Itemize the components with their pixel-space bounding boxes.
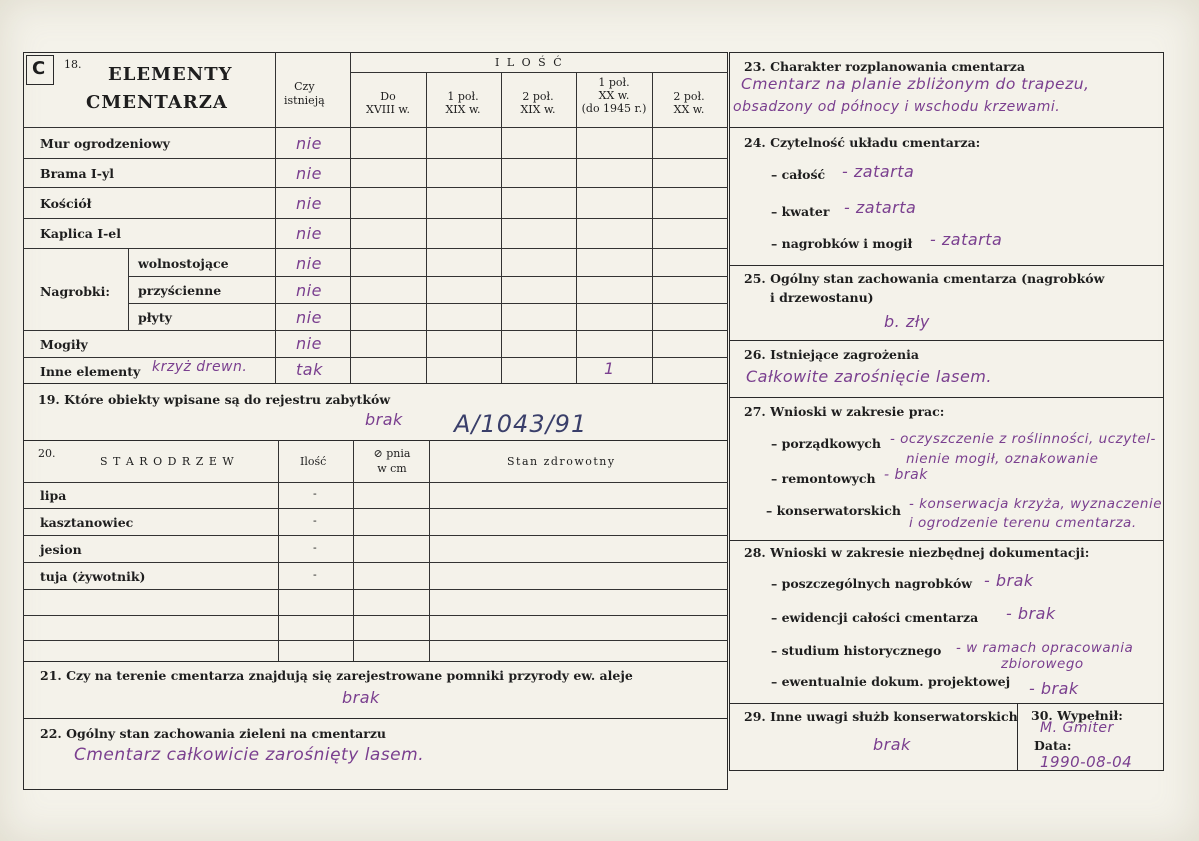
sec27-item-value: - konserwacja krzyża, wyznaczenie [909, 496, 1162, 512]
sec28-item-value: - brak [1029, 679, 1079, 698]
col-period-4: 1 poł. XX w. (do 1945 r.) [581, 76, 647, 115]
czy-mur: nie [296, 134, 322, 153]
section-28-label: 28. Wnioski w zakresie niezbędnej dokumentacji: [744, 545, 1090, 560]
sec27-item-value: - oczyszczenie z roślinności, uczytel- [890, 431, 1156, 447]
section-20-ilosc: Ilość [300, 455, 327, 468]
tree-count: - [313, 541, 317, 554]
sec27-item-value: i ogrodzenie terenu cmentarza. [909, 515, 1137, 531]
section-18-number: 18. [64, 58, 82, 71]
czy-kosciol: nie [296, 194, 322, 213]
tree-name: tuja (żywotnik) [40, 569, 146, 584]
sec27-item-label: – remontowych [771, 471, 876, 486]
sec24-item-label: – nagrobków i mogił [771, 236, 913, 251]
tree-count: - [313, 487, 317, 500]
row-label-wolnostojace: wolnostojące [138, 256, 229, 271]
czy-wolnostojace: nie [296, 254, 322, 273]
section-23-value-2: obsadzony od północy i wschodu krzewami. [733, 99, 1061, 115]
row-label-plyty: płyty [138, 310, 172, 325]
sec27-item-label: – porządkowych [771, 436, 881, 451]
sec28-extra: zbiorowego [1001, 656, 1084, 672]
col-period-2: 1 poł. XIX w. [445, 90, 481, 116]
section-19-register: A/1043/91 [454, 410, 588, 438]
section-18-title-1: ELEMENTY [108, 64, 233, 85]
section-29-label: 29. Inne uwagi służb konserwatorskich [744, 709, 1018, 724]
section-21-label: 21. Czy na terenie cmentarza znajdują się zarejestrowane pomniki przyrody ew. aleje [40, 668, 633, 683]
tree-name: jesion [40, 542, 82, 557]
sec28-item-value: - brak [984, 571, 1034, 590]
section-23-value-1: Cmentarz na planie zbliżonym do trapezu, [741, 75, 1090, 93]
section-23-label: 23. Charakter rozplanowania cmentarza [744, 59, 1025, 74]
tree-count: - [313, 568, 317, 581]
date-label: Data: [1034, 738, 1072, 753]
sec24-item-label: – całość [771, 167, 826, 182]
row-label-mur: Mur ogrodzeniowy [40, 136, 170, 151]
section-26-label: 26. Istniejące zagrożenia [744, 347, 919, 362]
czy-przyscienne: nie [296, 281, 322, 300]
col-period-5: 2 poł. XX w. [673, 90, 705, 116]
section-20-number: 20. [38, 447, 56, 460]
inne-count: 1 [604, 359, 615, 378]
section-20-header: S T A R O D R Z E W [100, 455, 235, 468]
section-30-label: 30. Wypełnił: [1031, 708, 1123, 723]
section-29-value: brak [873, 735, 911, 754]
sec27-item-label: – konserwatorskich [766, 503, 901, 518]
col-ilosc: I L O Ś Ć [495, 56, 564, 69]
sec28-item-label: – studium historycznego [771, 643, 942, 658]
sec28-item-label: – ewidencji całości cmentarza [771, 610, 979, 625]
row-label-kaplica: Kaplica I-el [40, 226, 121, 241]
sec24-item-value: - zatarta [842, 162, 915, 181]
row-label-mogily: Mogiły [40, 337, 88, 352]
section-20-pnia: ⊘ pnia w cm [373, 447, 411, 475]
section-21-value: brak [342, 688, 380, 707]
col-period-1: Do XVIII w. [366, 90, 410, 116]
czy-inne: tak [296, 360, 323, 379]
row-label-kosciol: Kościół [40, 196, 92, 211]
czy-plyty: nie [296, 308, 322, 327]
czy-mogily: nie [296, 334, 322, 353]
sec24-item-value: - zatarta [844, 198, 917, 217]
section-19-label: 19. Które obiekty wpisane są do rejestru zabytków [38, 392, 391, 407]
inne-value: krzyż drewn. [152, 359, 248, 375]
sec28-item-value: - w ramach opracowania [956, 640, 1134, 656]
nagrobki-label: Nagrobki: [40, 284, 110, 299]
row-label-przyscienne: przyścienne [138, 283, 222, 298]
sec27-item-value: - brak [884, 467, 928, 483]
sec28-item-value: - brak [1006, 604, 1056, 623]
section-18-title-2: CMENTARZA [86, 92, 228, 113]
section-20-stan: Stan zdrowotny [507, 455, 616, 468]
tree-count: - [313, 514, 317, 527]
section-25-value: b. zły [884, 312, 930, 331]
section-26-value: Całkowite zarośnięcie lasem. [746, 367, 992, 386]
section-25-label-2: i drzewostanu) [770, 290, 874, 305]
sec24-item-label: – kwater [771, 204, 830, 219]
tree-name: lipa [40, 488, 67, 503]
section-22-value: Cmentarz całkowicie zarośnięty lasem. [74, 745, 425, 765]
row-label-brama: Brama I-yl [40, 166, 114, 181]
col-period-3: 2 poł. XIX w. [520, 90, 556, 116]
col-czy-istnieja: Czy istnieją [284, 80, 325, 107]
sec28-item-label: – poszczególnych nagrobków [771, 576, 973, 591]
section-27-label: 27. Wnioski w zakresie prac: [744, 404, 945, 419]
sec27-item-value: nienie mogił, oznakowanie [906, 451, 1099, 467]
date-value: 1990-08-04 [1040, 753, 1133, 771]
czy-kaplica: nie [296, 224, 322, 243]
sec24-item-value: - zatarta [930, 230, 1003, 249]
sec28-item-label: – ewentualnie dokum. projektowej [771, 674, 1011, 689]
czy-brama: nie [296, 164, 322, 183]
section-30-name: M. Gmiter [1040, 720, 1114, 736]
c-mark: C [32, 58, 46, 79]
section-25-label-1: 25. Ogólny stan zachowania cmentarza (nagrobków [744, 271, 1105, 286]
section-19-value: brak [365, 410, 403, 429]
section-22-label: 22. Ogólny stan zachowania zieleni na cmentarzu [40, 726, 387, 741]
tree-name: kasztanowiec [40, 515, 134, 530]
section-24-label: 24. Czytelność układu cmentarza: [744, 135, 981, 150]
row-label-inne: Inne elementy [40, 364, 141, 379]
